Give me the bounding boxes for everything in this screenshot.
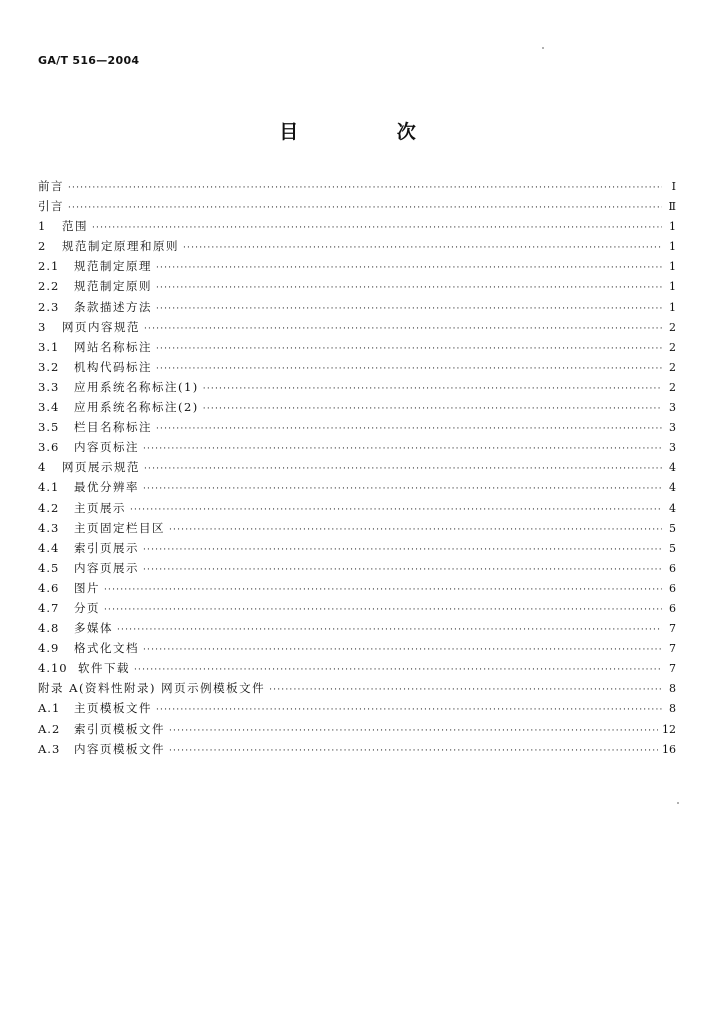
- toc-entry-number: 2.1: [38, 259, 60, 274]
- toc-entry-label: 软件下载: [78, 661, 130, 676]
- toc-entry-label: 索引页展示: [74, 540, 139, 555]
- toc-entry-page: 2: [669, 380, 676, 394]
- toc-entry-number: 1: [38, 219, 47, 234]
- toc-entry: [38, 379, 676, 399]
- toc-entry-label: 索引页模板文件: [74, 721, 165, 736]
- toc-leader-dots: [156, 304, 662, 314]
- toc-leader-dots: [269, 685, 662, 695]
- toc-entry-label: 网页展示规范: [62, 460, 140, 475]
- table-of-contents: [38, 178, 676, 761]
- toc-entry-page: Ⅱ: [668, 200, 676, 214]
- toc-entry-page: 4: [669, 501, 676, 515]
- toc-entry-page: 4: [669, 481, 676, 495]
- toc-entry-page: 6: [669, 601, 676, 615]
- toc-leader-dots: [144, 464, 662, 474]
- toc-leader-dots: [143, 444, 662, 454]
- toc-entry-number: 3: [38, 319, 47, 334]
- toc-leader-dots: [143, 545, 662, 555]
- toc-leader-dots: [169, 726, 658, 736]
- toc-leader-dots: [156, 705, 662, 715]
- toc-leader-dots: [156, 344, 662, 354]
- toc-entry-label: 多媒体: [74, 621, 113, 636]
- toc-entry: [38, 580, 676, 600]
- toc-entry-label: 分页: [74, 600, 100, 615]
- toc-entry-page: 1: [669, 300, 676, 314]
- toc-entry: [38, 700, 676, 720]
- page-title: 目 次: [279, 121, 462, 143]
- toc-entry-page: 2: [669, 340, 676, 354]
- toc-leader-dots: [92, 223, 662, 233]
- toc-entry: [38, 520, 676, 540]
- toc-entry-number: 3.1: [38, 339, 60, 354]
- toc-entry-number: 4.6: [38, 580, 60, 595]
- toc-leader-dots: [156, 263, 662, 273]
- toc-entry-label: 网站名称标注: [74, 339, 152, 354]
- toc-entry-number: 4.2: [38, 500, 60, 515]
- toc-leader-dots: [203, 384, 662, 394]
- toc-leader-dots: [104, 585, 662, 595]
- toc-entry-page: 4: [669, 461, 676, 475]
- toc-entry-page: 3: [669, 401, 676, 415]
- toc-entry-label: 机构代码标注: [74, 359, 152, 374]
- toc-entry-number: 3.3: [38, 379, 60, 394]
- toc-entry: [38, 660, 676, 680]
- toc-entry-number: 4.8: [38, 621, 60, 636]
- toc-leader-dots: [104, 605, 662, 615]
- toc-entry-label: 格式化文档: [74, 641, 139, 656]
- toc-leader-dots: [183, 243, 662, 253]
- toc-entry: [38, 238, 676, 258]
- toc-leader-dots: [144, 324, 662, 334]
- toc-entry: [38, 640, 676, 660]
- toc-leader-dots: [203, 404, 662, 414]
- toc-entry-page: 2: [669, 360, 676, 374]
- toc-entry-number: 3.5: [38, 420, 60, 435]
- toc-entry-page: 8: [669, 682, 676, 696]
- toc-entry-page: 16: [662, 742, 676, 756]
- toc-entry-label: 主页展示: [74, 500, 126, 515]
- toc-entry-page: 7: [669, 662, 676, 676]
- toc-entry-number: 3.4: [38, 400, 60, 415]
- toc-entry: [38, 319, 676, 339]
- toc-entry-label: 内容页标注: [74, 440, 139, 455]
- toc-entry-label: 图片: [74, 580, 100, 595]
- toc-leader-dots: [130, 505, 662, 515]
- toc-entry-number: A.2: [38, 721, 61, 736]
- toc-entry-label: 网页内容规范: [62, 319, 140, 334]
- toc-entry-label: 应用系统名称标注(2): [74, 400, 199, 415]
- toc-entry: [38, 178, 676, 198]
- toc-leader-dots: [143, 565, 662, 575]
- toc-entry-label: 范围: [62, 219, 88, 234]
- toc-entry-page: 12: [662, 722, 676, 736]
- toc-entry-number: 2: [38, 239, 47, 254]
- toc-entry: [38, 459, 676, 479]
- toc-leader-dots: [143, 484, 662, 494]
- toc-entry-number: 4.7: [38, 600, 60, 615]
- toc-entry-page: 3: [669, 441, 676, 455]
- toc-entry-number: 4.9: [38, 641, 60, 656]
- toc-entry: [38, 540, 676, 560]
- toc-entry: [38, 721, 676, 741]
- scan-speck: [677, 802, 679, 804]
- toc-entry-number: 4.5: [38, 560, 60, 575]
- toc-entry: [38, 680, 676, 700]
- toc-entry: [38, 479, 676, 499]
- toc-entry-number: 4.10: [38, 661, 68, 676]
- toc-entry: [38, 560, 676, 580]
- toc-leader-dots: [143, 645, 662, 655]
- toc-entry-page: 2: [669, 320, 676, 334]
- toc-entry-label: 栏目名称标注: [74, 420, 152, 435]
- toc-entry-number: 4: [38, 460, 47, 475]
- toc-entry-page: 5: [669, 521, 676, 535]
- toc-entry: [38, 258, 676, 278]
- toc-entry-page: 5: [669, 541, 676, 555]
- toc-entry-page: 3: [669, 421, 676, 435]
- toc-entry-page: 7: [669, 622, 676, 636]
- toc-entry-page: 8: [669, 702, 676, 716]
- scan-speck: [542, 47, 544, 49]
- toc-entry: [38, 741, 676, 761]
- toc-entry-page: Ⅰ: [671, 180, 676, 193]
- toc-entry-label: 引言: [38, 199, 64, 214]
- toc-entry-number: 4.1: [38, 480, 60, 495]
- toc-entry-label: 最优分辨率: [74, 480, 139, 495]
- standard-code: GA/T 516—2004: [38, 54, 140, 67]
- toc-entry: [38, 299, 676, 319]
- toc-entry-page: 1: [669, 280, 676, 294]
- toc-entry-label: 主页固定栏目区: [74, 520, 165, 535]
- toc-entry-page: 6: [669, 581, 676, 595]
- toc-entry-label: 规范制定原则: [74, 279, 152, 294]
- toc-leader-dots: [156, 424, 662, 434]
- toc-entry-page: 1: [669, 260, 676, 274]
- toc-entry: [38, 278, 676, 298]
- toc-entry-label: 应用系统名称标注(1): [74, 379, 199, 394]
- toc-leader-dots: [169, 746, 658, 756]
- toc-entry: [38, 600, 676, 620]
- toc-leader-dots: [68, 203, 662, 213]
- toc-entry-page: 1: [669, 220, 676, 234]
- toc-entry-number: 3.6: [38, 440, 60, 455]
- toc-entry-number: 4.3: [38, 520, 60, 535]
- toc-entry-number: 4.4: [38, 540, 60, 555]
- toc-entry-page: 6: [669, 561, 676, 575]
- toc-entry-label: 主页模板文件: [74, 701, 152, 716]
- toc-entry-page: 1: [669, 240, 676, 254]
- toc-leader-dots: [117, 625, 662, 635]
- toc-entry-label: 条款描述方法: [74, 299, 152, 314]
- toc-leader-dots: [156, 283, 662, 293]
- toc-leader-dots: [134, 665, 662, 675]
- toc-entry-number: 2.3: [38, 299, 60, 314]
- toc-leader-dots: [169, 525, 662, 535]
- toc-entry: [38, 439, 676, 459]
- toc-entry: [38, 359, 676, 379]
- toc-entry: [38, 620, 676, 640]
- toc-entry-label: 规范制定原理: [74, 259, 152, 274]
- toc-entry-page: 7: [669, 642, 676, 656]
- toc-entry-number: A.1: [38, 701, 61, 716]
- toc-entry-number: 3.2: [38, 359, 60, 374]
- toc-entry: [38, 500, 676, 520]
- toc-entry: [38, 218, 676, 238]
- toc-entry-label: 内容页模板文件: [74, 741, 165, 756]
- toc-leader-dots: [156, 364, 662, 374]
- toc-entry-number: A.3: [38, 741, 61, 756]
- toc-entry: [38, 339, 676, 359]
- toc-entry-label: 前言: [38, 179, 64, 193]
- toc-entry-number: 2.2: [38, 279, 60, 294]
- toc-entry: [38, 399, 676, 419]
- toc-entry-label: 规范制定原理和原则: [62, 239, 179, 254]
- toc-entry: [38, 198, 676, 218]
- toc-leader-dots: [68, 183, 662, 193]
- toc-entry-label: 内容页展示: [74, 560, 139, 575]
- toc-entry-label: 附录 A(资料性附录) 网页示例模板文件: [38, 681, 266, 696]
- toc-entry: [38, 419, 676, 439]
